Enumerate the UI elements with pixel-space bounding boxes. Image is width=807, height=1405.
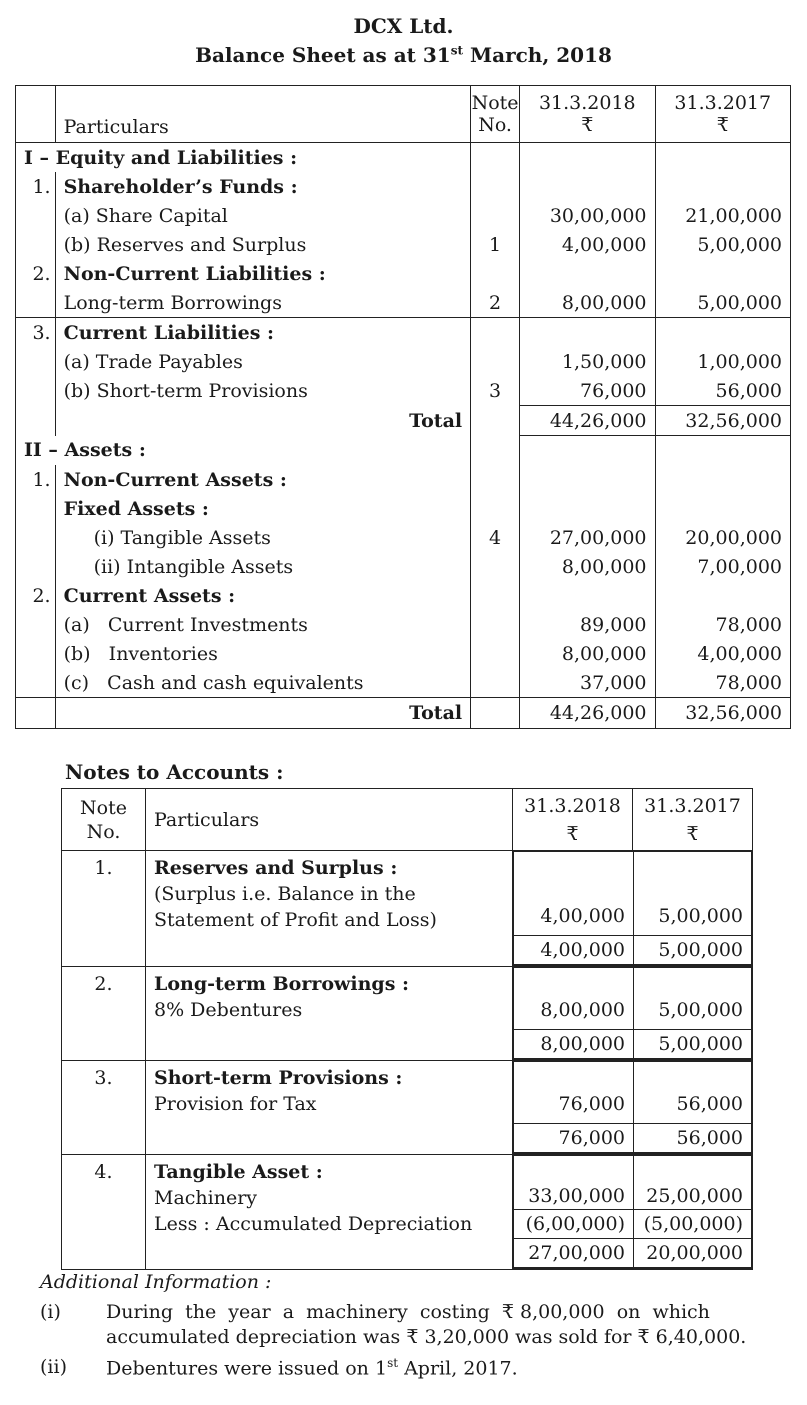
bs-header-note: Note No.	[471, 86, 520, 143]
bs-row: 2. Non-Current Liabilities :	[16, 259, 791, 288]
note-row-4: 4. Tangible Asset : Machinery Less : Accumulated Depreciation 33,00,000 25,00,000 (6,00,000) (5,00,000) 27,00,000 20,00,000	[62, 1155, 753, 1270]
bs-total-row: Total 44,26,000 32,56,000	[16, 698, 791, 729]
company-title: DCX Ltd.	[353, 14, 454, 38]
bs-row: 2. Current Assets :	[16, 581, 791, 610]
bs-header-2017: 31.3.2017 ₹	[655, 86, 790, 143]
item-i-line2: accumulated depreciation was ₹ 3,20,000 was sold for ₹ 6,40,000.	[106, 1326, 747, 1348]
bs-row: Long-term Borrowings 2 8,00,000 5,00,000	[16, 288, 791, 318]
note-row-1: 1. Reserves and Surplus : (Surplus i.e. Balance in the Statement of Profit and Loss) 4,00,000 5,00,000 4,00,000 5,00,000	[62, 851, 753, 967]
item-ii-text: Debentures were issued on 1st April, 2017.	[106, 1356, 518, 1380]
bs-header-particulars: Particulars	[55, 86, 471, 143]
notes-title: Notes to Accounts :	[65, 760, 284, 784]
notes-table	[61, 788, 753, 1270]
bs-row: (i) Tangible Assets 4 27,00,000 20,00,000	[16, 523, 791, 552]
bs-row: (b) Short-term Provisions 3 76,000 56,000	[16, 376, 791, 406]
notes-header-row: Note No. Particulars 31.3.2018 ₹ 31.3.2017 ₹	[62, 789, 753, 851]
item-i-number: (i)	[40, 1301, 61, 1323]
item-ii-number: (ii)	[40, 1356, 67, 1378]
bs-section-assets: II – Assets :	[16, 436, 791, 466]
bs-row: (ii) Intangible Assets 8,00,000 7,00,000	[16, 552, 791, 581]
balance-sheet-title: Balance Sheet as at 31st March, 2018	[195, 43, 612, 67]
bs-row: (a) Trade Payables 1,50,000 1,00,000	[16, 347, 791, 376]
bs-section-equity: I – Equity and Liabilities :	[16, 143, 791, 173]
bs-total-row: Total 44,26,000 32,56,000	[16, 406, 791, 436]
bs-row: 1. Non-Current Assets :	[16, 465, 791, 494]
bs-header-row	[16, 86, 791, 143]
item-i-line1: During the year a machinery costing ₹ 8,00,000 on which	[106, 1301, 710, 1323]
bs-row: (b) Inventories 8,00,000 4,00,000	[16, 639, 791, 668]
bs-row: (a) Share Capital 30,00,000 21,00,000	[16, 201, 791, 230]
note-row-3: 3. Short-term Provisions : Provision for Tax 76,000 56,000 76,000 56,000	[62, 1061, 753, 1155]
balance-sheet-table	[15, 85, 791, 729]
bs-row: (c) Cash and cash equivalents 37,000 78,000	[16, 668, 791, 698]
bs-header-2018: 31.3.2018 ₹	[520, 86, 655, 143]
bs-row: Fixed Assets :	[16, 494, 791, 523]
bs-row: 3. Current Liabilities :	[16, 318, 791, 348]
note-row-2: 2. Long-term Borrowings : 8% Debentures 8,00,000 5,00,000 8,00,000 5,00,000	[62, 967, 753, 1061]
bs-row: (b) Reserves and Surplus 1 4,00,000 5,00,000	[16, 230, 791, 259]
bs-row: (a) Current Investments 89,000 78,000	[16, 610, 791, 639]
additional-info-title: Additional Information :	[40, 1271, 272, 1293]
bs-row: 1. Shareholder’s Funds :	[16, 172, 791, 201]
